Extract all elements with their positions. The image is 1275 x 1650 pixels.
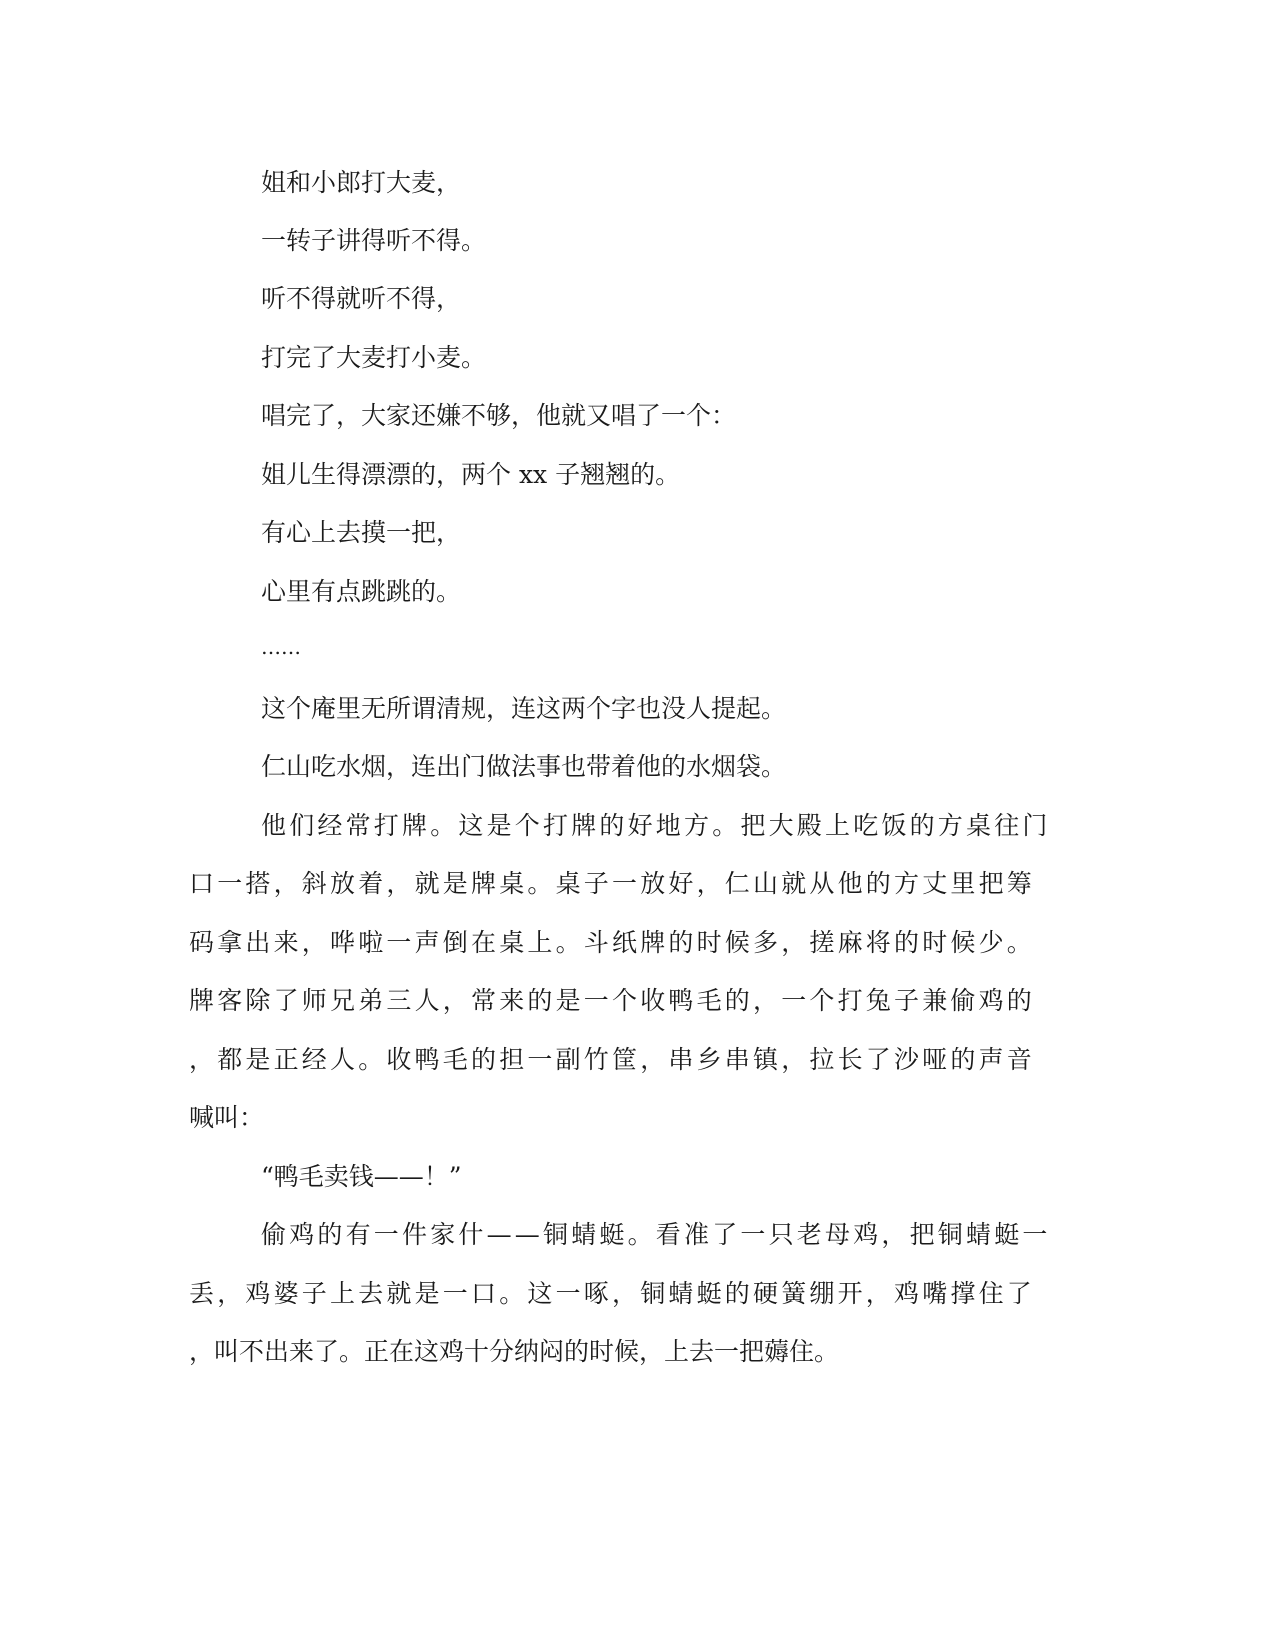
paragraph-thief-line-3: ，叫不出来了。正在这鸡十分纳闷的时候，上去一把薅住。 [189,1337,840,1366]
paragraph-thief-line-1: 偷鸡的有一件家什——铜蜻蜓。看准了一只老母鸡，把铜蜻蜓一 [261,1220,1051,1249]
paragraph-thief-line-2: 丢，鸡婆子上去就是一口。这一啄，铜蜻蜓的硬簧绷开，鸡嘴撑住了 [189,1279,1036,1308]
paragraph-cards-line-6: 喊叫： [189,1103,265,1132]
paragraph-smoking: 仁山吃水烟，连出门做法事也带着他的水烟袋。 [261,752,787,781]
paragraph-cards-line-5: ，都是正经人。收鸭毛的担一副竹筐，串乡串镇，拉长了沙哑的声音 [189,1045,1036,1074]
verse-line-3: 听不得就听不得， [261,284,462,313]
verse-line-2: 一转子讲得听不得。 [261,226,487,255]
paragraph-cards-line-1: 他们经常打牌。这是个打牌的好地方。把大殿上吃饭的方桌往门 [261,811,1051,840]
verse-line-1: 姐和小郎打大麦， [261,168,462,197]
paragraph-cards-line-3: 码拿出来，哗啦一声倒在桌上。斗纸牌的时候多，搓麻将的时候少。 [189,928,1036,957]
ellipsis: …… [261,635,301,659]
verse-line-4: 打完了大麦打小麦。 [261,343,487,372]
paragraph-rules: 这个庵里无所谓清规，连这两个字也没人提起。 [261,694,787,723]
verse-line-6: 有心上去摸一把， [261,518,462,547]
verse-line-7: 心里有点跳跳的。 [261,577,462,606]
paragraph-cards-line-4: 牌客除了师兄弟三人，常来的是一个收鸭毛的，一个打兔子兼偷鸡的 [189,986,1036,1015]
quote-duck-feathers: “鸭毛卖钱——！” [261,1162,462,1191]
narration-line: 唱完了，大家还嫌不够，他就又唱了一个： [261,401,737,430]
paragraph-cards-line-2: 口一搭，斜放着，就是牌桌。桌子一放好，仁山就从他的方丈里把筹 [189,869,1036,898]
verse-line-5: 姐儿生得漂漂的，两个 xx 子翘翘的。 [261,460,681,489]
